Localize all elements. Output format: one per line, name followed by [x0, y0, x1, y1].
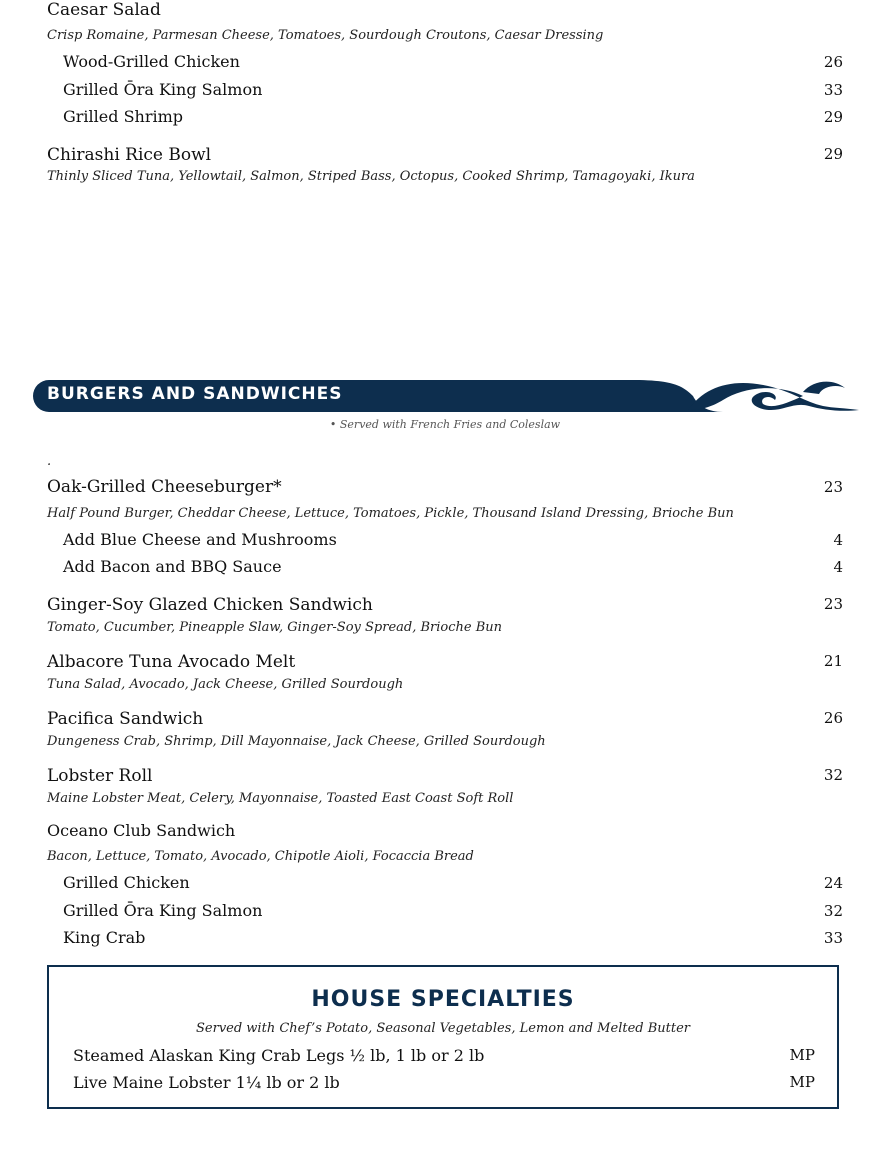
option-price: 24	[823, 874, 843, 892]
item-price: 29	[823, 145, 843, 163]
item-title: Oak-Grilled Cheeseburger*	[47, 477, 282, 497]
option-name: Grilled Chicken	[63, 873, 190, 892]
option-name: Wood-Grilled Chicken	[63, 52, 240, 71]
item-title: Oceano Club Sandwich	[47, 821, 236, 840]
specialty-price: MP	[789, 1046, 815, 1064]
option-price: 26	[823, 53, 843, 71]
option-price: 33	[823, 929, 843, 947]
specialty-item: Live Maine Lobster 1¼ lb or 2 lb	[73, 1073, 340, 1092]
option-name: Add Blue Cheese and Mushrooms	[63, 530, 337, 549]
item-price: 23	[823, 478, 843, 496]
option-name: Grilled Shrimp	[63, 107, 184, 126]
option-name: Grilled Ōra King Salmon	[63, 901, 263, 920]
item-description: Tuna Salad, Avocado, Jack Cheese, Grilled Sourdough	[47, 677, 404, 692]
specialty-item: Steamed Alaskan King Crab Legs ½ lb, 1 lb or 2 lb	[73, 1046, 485, 1065]
option-price: 29	[823, 108, 843, 126]
item-description: Dungeness Crab, Shrimp, Dill Mayonnaise, Jack Cheese, Grilled Sourdough	[47, 734, 546, 749]
stray-dot: .	[47, 454, 52, 469]
specialties-description: Served with Chef’s Potato, Seasonal Vegetables, Lemon and Melted Butter	[196, 1021, 690, 1036]
item-description: Maine Lobster Meat, Celery, Mayonnaise, Toasted East Coast Soft Roll	[47, 791, 514, 806]
item-description: Tomato, Cucumber, Pineapple Slaw, Ginger-Soy Spread, Brioche Bun	[47, 620, 503, 635]
item-description: Bacon, Lettuce, Tomato, Avocado, Chipotle Aioli, Focaccia Bread	[47, 849, 474, 864]
option-name: Grilled Ōra King Salmon	[63, 80, 263, 99]
section-banner	[33, 380, 859, 412]
item-price: 21	[823, 652, 843, 670]
item-title: Caesar Salad	[47, 0, 161, 20]
item-title: Albacore Tuna Avocado Melt	[47, 652, 296, 672]
specialties-title: HOUSE SPECIALTIES	[311, 987, 575, 1012]
item-description: Crisp Romaine, Parmesan Cheese, Tomatoes, Sourdough Croutons, Caesar Dressing	[47, 28, 604, 43]
option-name: Add Bacon and BBQ Sauce	[63, 557, 282, 576]
section-title: BURGERS AND SANDWICHES	[47, 384, 343, 404]
item-description: Thinly Sliced Tuna, Yellowtail, Salmon, Striped Bass, Octopus, Cooked Shrimp, Tamagoyaki, Ikura	[47, 169, 695, 184]
item-title: Ginger-Soy Glazed Chicken Sandwich	[47, 595, 373, 615]
option-price: 4	[833, 558, 843, 576]
item-description: Half Pound Burger, Cheddar Cheese, Lettuce, Tomatoes, Pickle, Thousand Island Dressing, Brioche Bun	[47, 506, 734, 521]
option-price: 33	[823, 81, 843, 99]
item-title: Lobster Roll	[47, 766, 153, 786]
section-note: • Served with French Fries and Coleslaw	[329, 418, 561, 431]
item-price: 26	[823, 709, 843, 727]
specialty-price: MP	[789, 1073, 815, 1091]
item-price: 23	[823, 595, 843, 613]
option-price: 4	[833, 531, 843, 549]
option-name: King Crab	[63, 928, 146, 947]
item-title: Pacifica Sandwich	[47, 709, 204, 729]
item-price: 32	[823, 766, 843, 784]
item-title: Chirashi Rice Bowl	[47, 145, 212, 165]
option-price: 32	[823, 902, 843, 920]
house-specialties-box	[47, 965, 839, 1109]
